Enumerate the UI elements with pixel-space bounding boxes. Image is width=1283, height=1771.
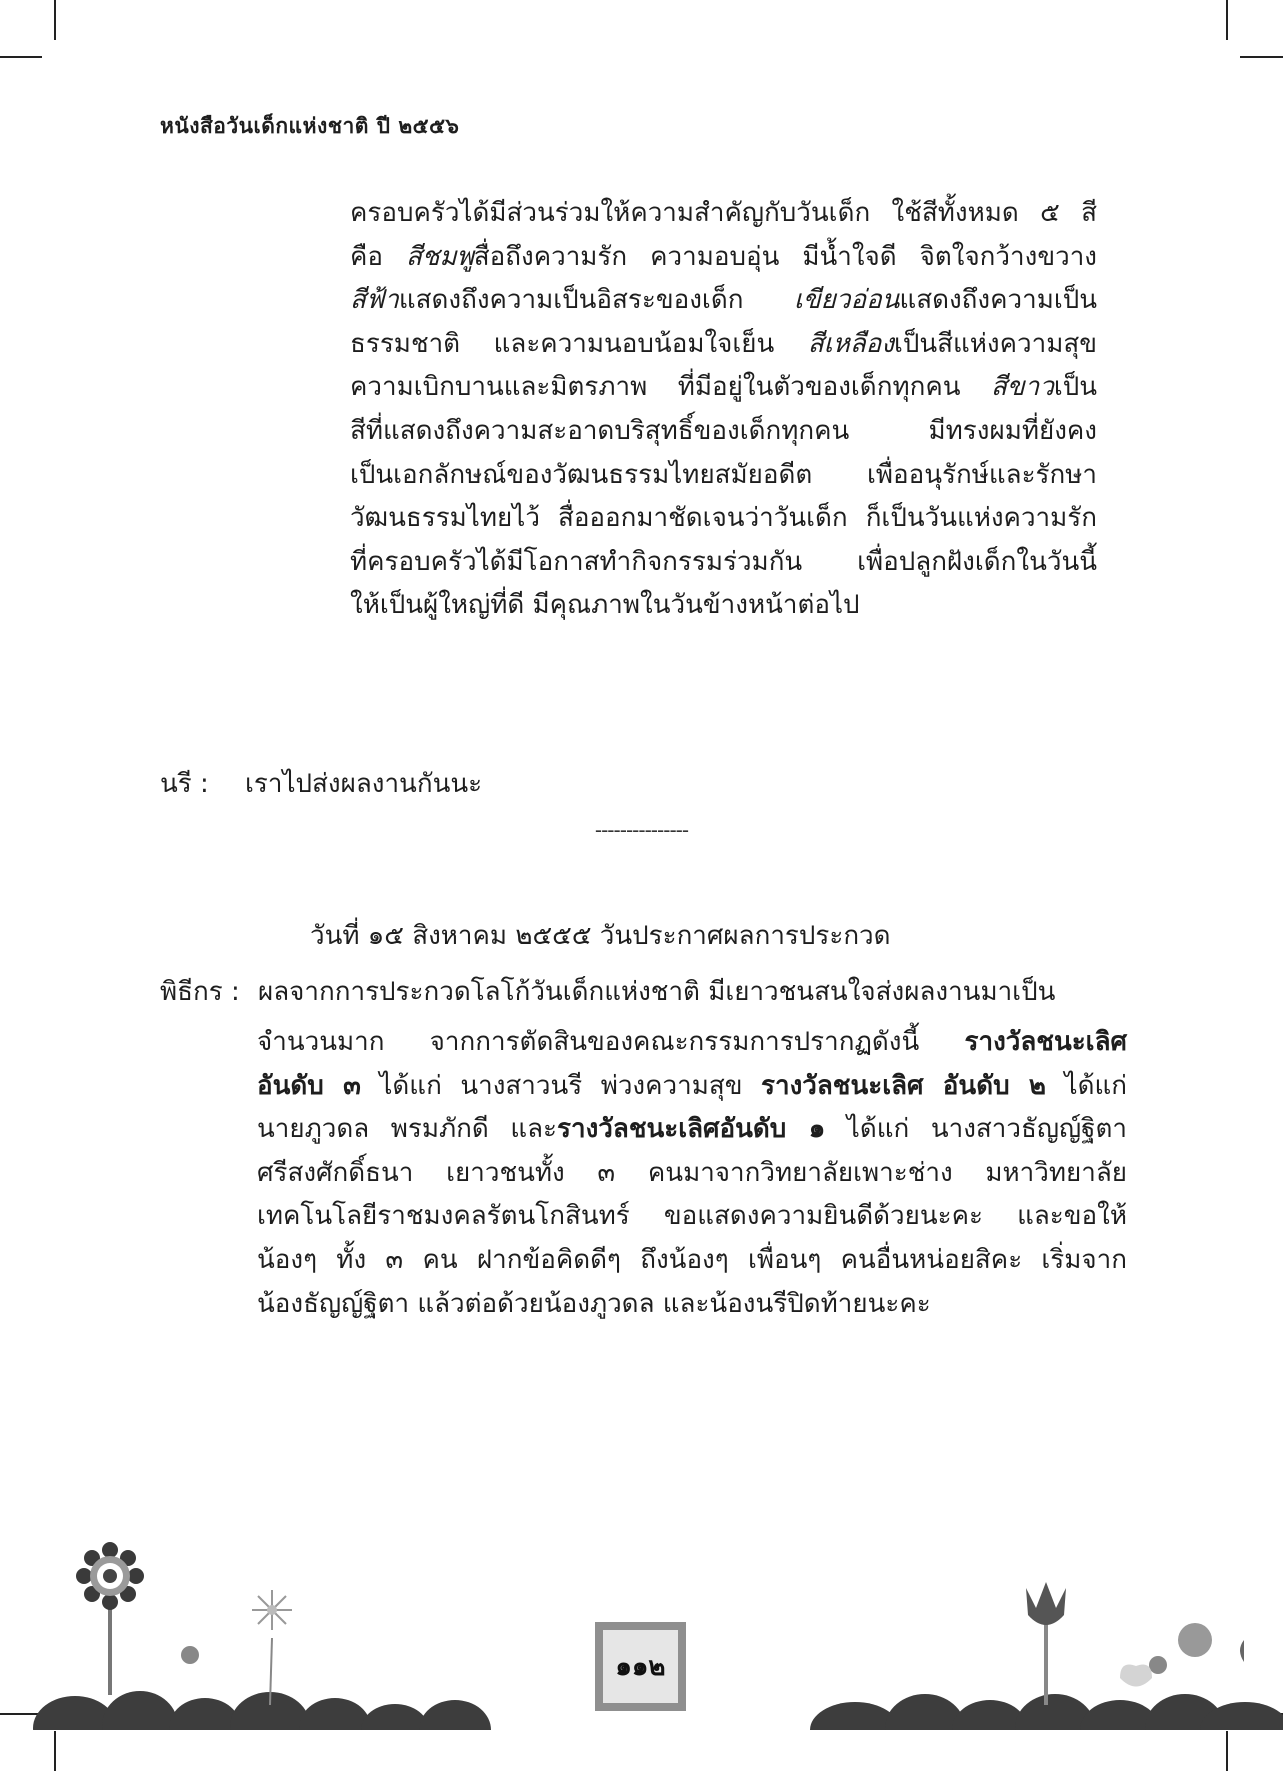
paragraph-line: น้องๆ ทั้ง ๓ คน ฝากข้อคิดดีๆ ถึงน้องๆ เพื่อนๆ คนอื่นหน่อยสิคะ เริ่มจาก <box>257 1244 1127 1275</box>
paragraph-line: สีฟ้าแสดงถึงความเป็นอิสระของเด็ก เขียวอ่อนแสดงถึงความเป็น <box>350 285 1097 316</box>
paragraph-line: นายภูวดล พรมภักดี และรางวัลชนะเลิศอันดับ ๑ ได้แก่ นางสาวธัญญ์ฐิตา <box>257 1114 1127 1145</box>
page-number-badge <box>595 1622 686 1711</box>
dot-icon <box>1178 1623 1212 1657</box>
award-term: รางวัลชนะเลิศ อันดับ ๒ <box>761 1070 1047 1101</box>
award-term: รางวัลชนะเลิศ <box>964 1027 1127 1057</box>
dialogue-text: เราไปส่งผลงานกันนะ <box>245 769 483 799</box>
paragraph-line: สีที่แสดงถึงความสะอาดบริสุทธิ์ของเด็กทุกคน มีทรงผมที่ยังคง <box>350 415 1097 446</box>
host-paragraph <box>257 1021 1127 1326</box>
paragraph-line: จำนวนมาก จากการตัดสินของคณะกรรมการปรากฏดังนี้ รางวัลชนะเลิศ <box>257 1027 1127 1057</box>
tulip-icon <box>1026 1582 1066 1705</box>
crop-mark <box>0 56 42 58</box>
speaker-label: พิธีกร : <box>160 977 240 1007</box>
color-term: เขียวอ่อน <box>793 285 900 316</box>
paragraph-line: ธรรมชาติ และความนอบน้อมใจเย็น สีเหลืองเป็นสีแห่งความสุข <box>350 328 1097 359</box>
paragraph-line: น้องธัญญ์ฐิตา แล้วต่อด้วยน้องภูวดล และน้องนรีปิดท้ายนะคะ <box>257 1288 931 1319</box>
crop-mark <box>1240 56 1283 58</box>
paragraph-line: เทคโนโลยีราชมงคลรัตนโกสินทร์ ขอแสดงความยินดีด้วยนะคะ และขอให้ <box>257 1201 1127 1232</box>
paragraph-line: คือ สีชมพูสื่อถึงความรัก ความอบอุ่น มีน้ำใจดี จิตใจกว้างขวาง <box>350 241 1097 272</box>
sunflower-icon <box>76 1542 144 1695</box>
paragraph-line: ที่ครอบครัวได้มีโอกาสทำกิจกรรมร่วมกัน เพื่อปลูกฝังเด็กในวันนี้ <box>350 546 1097 577</box>
intro-paragraph <box>350 192 1097 628</box>
crop-mark <box>1226 0 1228 40</box>
crop-mark <box>54 1731 56 1771</box>
heart-icon <box>1120 1665 1152 1687</box>
dot-icon <box>1149 1656 1167 1674</box>
running-header: หนังสือวันเด็กแห่งชาติ ปี ๒๕๕๖ <box>160 114 460 138</box>
crop-mark <box>1226 1731 1228 1771</box>
color-term: สีเหลือง <box>807 328 894 359</box>
dialogue-nari <box>160 763 482 804</box>
section-separator: --------------- <box>594 818 689 842</box>
color-term: สีฟ้า <box>350 285 399 316</box>
speaker-label: นรี : <box>160 769 209 799</box>
award-term: รางวัลชนะเลิศอันดับ ๑ <box>557 1114 826 1145</box>
color-term: สีขาว <box>990 372 1054 403</box>
color-term: สีชมพู <box>405 241 474 272</box>
dot-icon <box>181 1646 199 1664</box>
paragraph-line: วัฒนธรรมไทยไว้ สื่อออกมาชัดเจนว่าวันเด็ก ก็เป็นวันแห่งความรัก <box>350 503 1097 534</box>
dialogue-host <box>160 971 1055 1012</box>
award-term: อันดับ ๓ <box>257 1070 361 1101</box>
daisy-icon <box>252 1590 292 1705</box>
leaf-icon <box>1240 1640 1244 1662</box>
paragraph-line: อันดับ ๓ ได้แก่ นางสาวนรี พ่วงความสุข รางวัลชนะเลิศ อันดับ ๒ ได้แก่ <box>257 1070 1127 1101</box>
paragraph-line: เป็นเอกลักษณ์ของวัฒนธรรมไทยสมัยอดีต เพื่ออนุรักษ์และรักษา <box>350 459 1097 490</box>
scene-heading: วันที่ ๑๕ สิงหาคม ๒๕๕๕ วันประกาศผลการประกวด <box>310 921 891 951</box>
crop-mark <box>54 0 56 40</box>
dialogue-text: ผลจากการประกวดโลโก้วันเด็กแห่งชาติ มีเยาวชนสนใจส่งผลงานมาเป็น <box>258 977 1056 1007</box>
paragraph-line: ความเบิกบานและมิตรภาพ ที่มีอยู่ในตัวของเด็กทุกคน สีขาวเป็น <box>350 372 1097 403</box>
paragraph-line: ศรีสงศักดิ์ธนา เยาวชนทั้ง ๓ คนมาจากวิทยาลัยเพาะช่าง มหาวิทยาลัย <box>257 1157 1127 1188</box>
paragraph-line: ครอบครัวได้มีส่วนร่วมให้ความสำคัญกับวันเด็ก ใช้สีทั้งหมด ๕ สี <box>350 198 1097 228</box>
left-hills-icon <box>33 1691 491 1730</box>
paragraph-line: ให้เป็นผู้ใหญ่ที่ดี มีคุณภาพในวันข้างหน้าต่อไป <box>350 590 860 621</box>
page-number: ๑๑๒ <box>603 1630 678 1703</box>
